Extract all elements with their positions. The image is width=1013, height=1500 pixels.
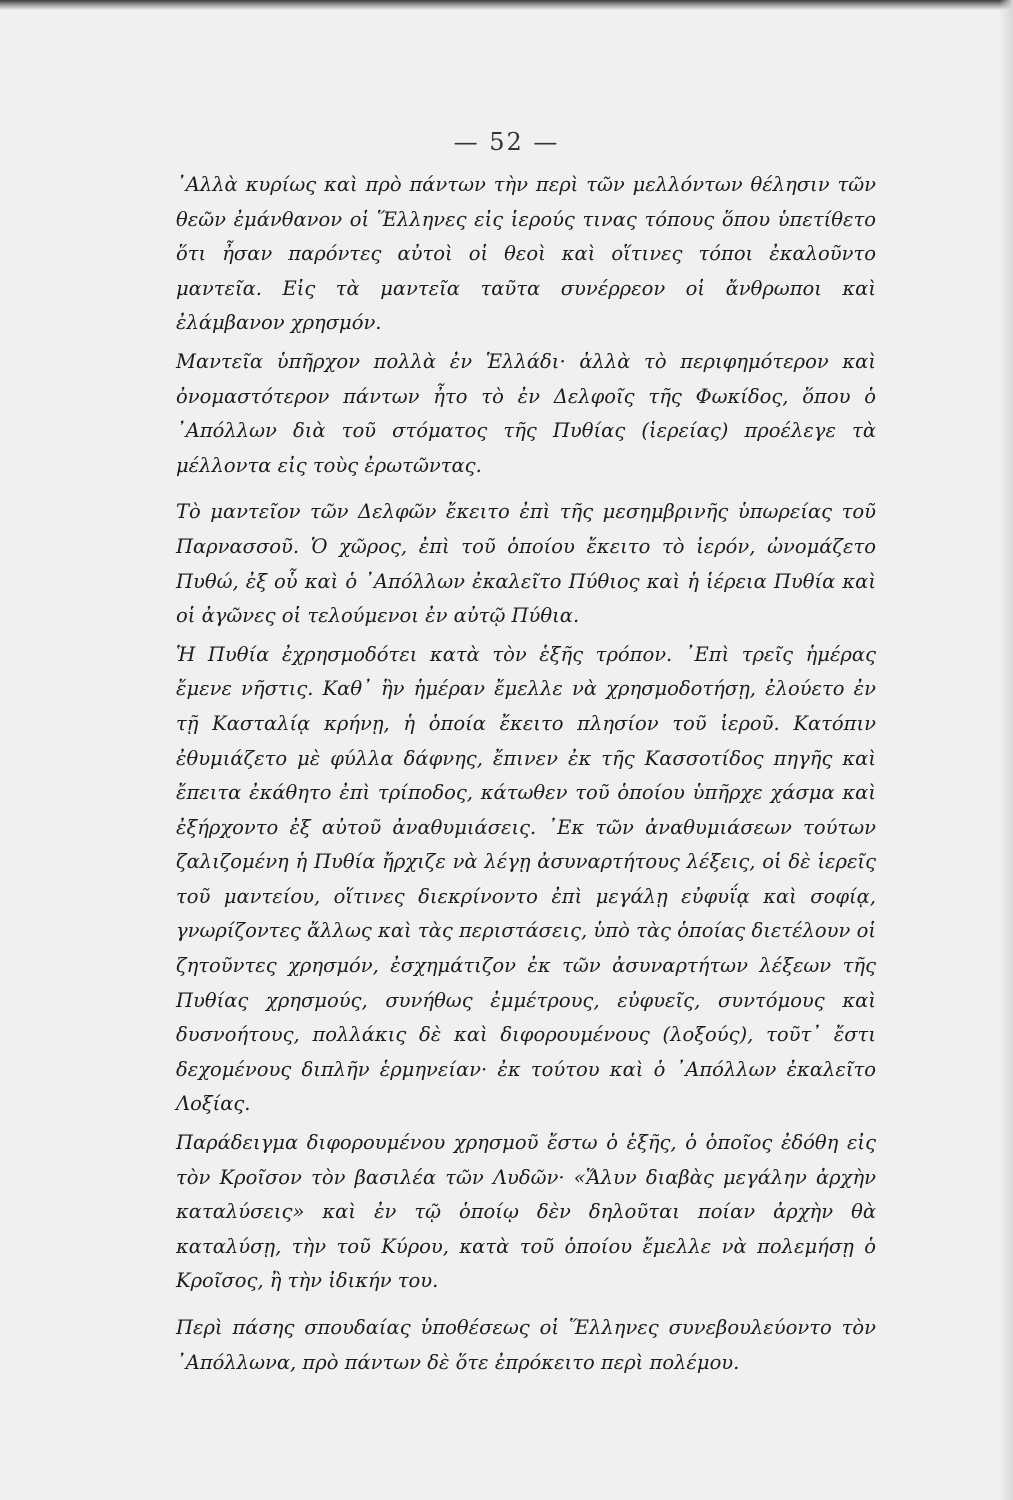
paragraph-delphi-famous: Μαντεῖα ὑπῆρχον πολλὰ ἐν Ἑλλάδι· ἀλλὰ τὸ περιφημότερον καὶ ὀνομαστότερον πάντων ἦτο τὸ ἐν Δελφοῖς τῆς Φωκίδος, ὅπου ὁ ᾿Απόλλων διὰ τοῦ στόματος τῆς Πυθίας (ἱερείας) προέλεγε τὰ μέλλοντα εἰς τοὺς ἐρωτῶντας.: [176, 349, 876, 477]
page-number: — 52 —: [453, 128, 560, 156]
paragraph-consultation: Περὶ πάσης σπουδαίας ὑποθέσεως οἱ Ἕλληνες συνεβουλεύοντο τὸν ᾿Απόλλωνα, πρὸ πάντων δὲ ὅτε ἐπρόκειτο περὶ πολέμου.: [176, 1316, 876, 1374]
paragraph-oracles-intro: ᾿Αλλὰ κυρίως καὶ πρὸ πάντων τὴν περὶ τῶν μελλόντων θέλησιν τῶν θεῶν ἐμάνθανον οἱ Ἕλληνες εἰς ἱερούς τινας τόπους ὅπου ὑπετίθετο ὅτι ἦσαν παρόντες αὐτοὶ οἱ θεοὶ καὶ οἵτινες τόποι ἐκαλοῦντο μαντεῖα. Εἰς τὰ μαντεῖα ταῦτα συνέρρεον οἱ ἄνθρωποι καὶ ἐλάμβανον χρησμόν.: [176, 173, 876, 335]
scan-edge-right: [999, 0, 1013, 1500]
paragraph-pythia-method: Ἡ Πυθία ἐχρησμοδότει κατὰ τὸν ἑξῆς τρόπον. ᾿Επὶ τρεῖς ἡμέρας ἔμενε νῆστις. Καθ᾿ ἣν ἡμέραν ἔμελλε νὰ χρησμοδοτήσῃ, ἐλούετο ἐν τῇ Κασταλίᾳ κρήνῃ, ἡ ὁποία ἔκειτο πλησίον τοῦ ἱεροῦ. Κατόπιν ἐθυμιάζετο μὲ φύλλα δάφνης, ἔπινεν ἐκ τῆς Κασσοτίδος πηγῆς καὶ ἔπειτα ἐκάθητο ἐπὶ τρίποδος, κάτωθεν τοῦ ὁποίου ὑπῆρχε χάσμα καὶ ἐξήρχοντο ἐξ αὐτοῦ ἀναθυμιάσεις. ᾿Εκ τῶν ἀναθυμιάσεων τούτων ζαλιζομένη ἡ Πυθία ἤρχιζε νὰ λέγῃ ἀσυναρτήτους λέξεις, οἱ δὲ ἱερεῖς τοῦ μαντείου, οἵτινες διεκρίνοντο ἐπὶ μεγάλῃ εὐφυΐᾳ καὶ σοφίᾳ, γνωρίζοντες ἄλλως καὶ τὰς περιστάσεις, ὑπὸ τὰς ὁποίας διετέλουν οἱ ζητοῦντες χρησμόν, ἐσχημάτιζον ἐκ τῶν ἀσυναρτήτων λέξεων τῆς Πυθίας χρησμούς, συνήθως ἐμμέτρους, εὐφυεῖς, συντόμους καὶ δυσνοήτους, πολλάκις δὲ καὶ διφορουμένους (λοξούς), τοῦτ᾿ ἔστι δεχομένους διπλῆν ἑρμηνείαν· ἐκ τούτου καὶ ὁ ᾿Απόλλων ἐκαλεῖτο Λοξίας.: [176, 642, 876, 1116]
paragraph-delphi-location: Τὸ μαντεῖον τῶν Δελφῶν ἔκειτο ἐπὶ τῆς μεσημβρινῆς ὑπωρείας τοῦ Παρνασσοῦ. Ὁ χῶρος, ἐπὶ τοῦ ὁποίου ἔκειτο τὸ ἱερόν, ὠνομάζετο Πυθώ, ἐξ οὗ καὶ ὁ ᾿Απόλλων ἐκαλεῖτο Πύθιος καὶ ἡ ἱέρεια Πυθία καὶ οἱ ἀγῶνες οἱ τελούμενοι ἐν αὐτῷ Πύθια.: [176, 500, 876, 628]
scan-edge-top: [0, 0, 1013, 10]
body-text: [176, 168, 876, 1380]
paragraph-croesus-example: Παράδειγμα διφορουμένου χρησμοῦ ἔστω ὁ ἑξῆς, ὁ ὁποῖος ἐδόθη εἰς τὸν Κροῖσον τὸν βασιλέα τῶν Λυδῶν· «Ἅλυν διαβὰς μεγάλην ἀρχὴν καταλύσεις» καὶ ἐν τῷ ὁποίῳ δὲν δηλοῦται ποίαν ἀρχὴν θὰ καταλύσῃ, τὴν τοῦ Κύρου, κατὰ τοῦ ὁποίου ἔμελλε νὰ πολεμήσῃ ὁ Κροῖσος, ἢ τὴν ἰδικήν του.: [176, 1131, 876, 1293]
